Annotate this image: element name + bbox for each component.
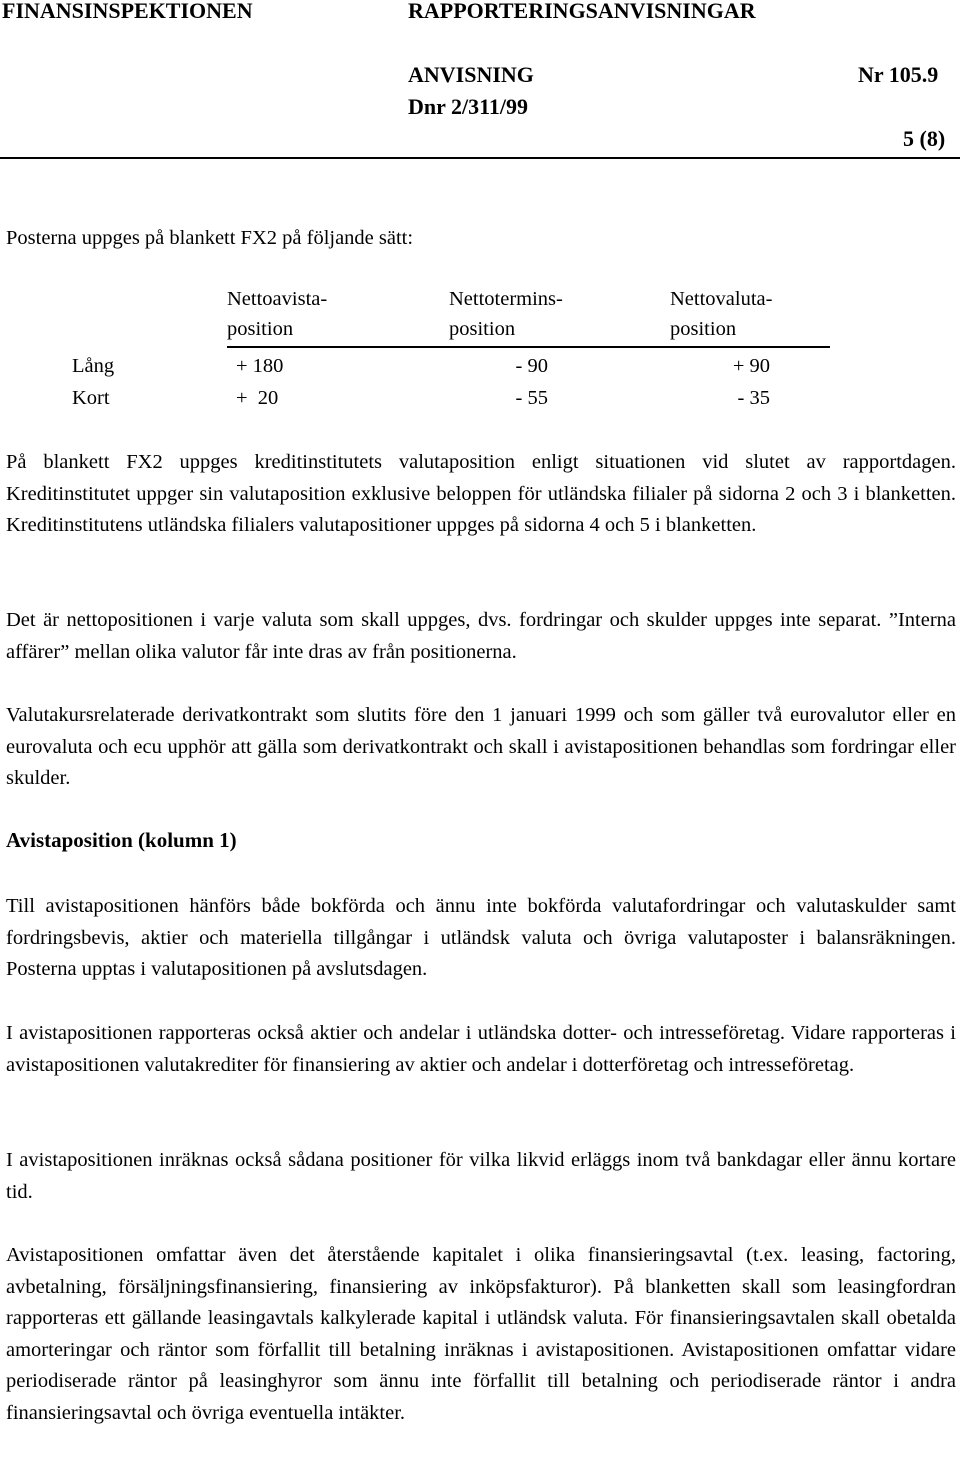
paragraph-avista-1: Till avistapositionen hänförs både bokförda och ännu inte bokförda valutafordringar och valutaskulder samt fordringsbevis, aktier och materiella tillgångar i utländsk valuta och övriga valutaposter i balansräkningen. Posterna upptas i valutapositionen på avslutsdagen.: [6, 895, 956, 981]
col-header-valuta-2: position: [670, 318, 737, 340]
org-name: FINANSINSPEKTIONEN: [2, 0, 253, 23]
paragraph-fx2: På blankett FX2 uppges kreditinstitutets valutaposition enligt situationen vid slutet av rapportdagen. Kreditinstitutet uppger sin valutaposition exklusive beloppen för utländska filialer på sidorna 2 och 3 i blanketten. Kreditinstitutens utländska filialers valutapositioner uppges på sidorna 4 och 5 i blanketten.: [6, 451, 956, 537]
doc-type: RAPPORTERINGSANVISNINGAR: [408, 0, 756, 23]
paragraph-avista-4: Avistapositionen omfattar även det återstående kapitalet i olika finansieringsavtal (t.ex. leasing, factoring, avbetalning, försäljningsfinansiering, finansiering av inköpsfakturor). På blanketten skall som leasingfordran rapporteras ett gällande leasingavtals kalkylerade kapital i utländsk valuta. För finansieringsavtalen skall obetalda amorteringar och räntor som förfallit till betalning inräknas i avistapositionen. Avistapositionen omfattar vidare periodiserade räntor på leasinghyror som ännu inte förfallit till betalning och periodiserade räntor i andra finansieringsavtal och övriga eventuella intäkter.: [6, 1244, 956, 1424]
row-label: Lång: [72, 355, 115, 377]
col-header-termins-2: position: [449, 318, 516, 340]
cell-valuta: - 35: [737, 387, 770, 409]
col-header-avista-1: Nettoavista-: [227, 288, 328, 310]
cell-avista: + 180: [236, 355, 284, 377]
paragraph-netto: Det är nettopositionen i varje valuta som skall uppges, dvs. fordringar och skulder uppges inte separat. ”Interna affärer” mellan olika valutor får inte dras av från positionerna.: [6, 609, 956, 663]
cell-avista: + 20: [236, 387, 279, 409]
intro-text: Posterna uppges på blankett FX2 på följande sätt:: [6, 227, 414, 249]
cell-valuta: + 90: [732, 355, 770, 377]
table-header-rule: [227, 346, 830, 348]
col-header-valuta-1: Nettovaluta-: [670, 288, 773, 310]
section-heading: Avistaposition (kolumn 1): [6, 828, 237, 852]
paragraph-derivat: Valutakursrelaterade derivatkontrakt som slutits före den 1 januari 1999 och som gäller två eurovalutor eller en eurovaluta och ecu upphör att gälla som derivatkontrakt och skall i avistapositionen behandlas som fordringar eller skulder.: [6, 704, 956, 790]
paragraph-avista-2: I avistapositionen rapporteras också aktier och andelar i utländska dotter- och intresseföretag. Vidare rapporteras i avistapositionen valutakrediter för finansiering av aktier och andelar i dotterföretag och intresseföretag.: [6, 1022, 956, 1076]
row-label: Kort: [72, 387, 110, 409]
page-number: 5 (8): [903, 126, 946, 151]
doc-kind: ANVISNING: [408, 62, 534, 87]
cell-termins: - 55: [515, 387, 548, 409]
doc-number: Nr 105.9: [858, 62, 939, 87]
cell-termins: - 90: [515, 355, 548, 377]
registration-number: Dnr 2/311/99: [408, 94, 529, 119]
col-header-avista-2: position: [227, 318, 294, 340]
paragraph-avista-3: I avistapositionen inräknas också sådana positioner för vilka likvid erläggs inom två bankdagar eller ännu kortare tid.: [6, 1149, 956, 1203]
col-header-termins-1: Nettotermins-: [449, 288, 563, 310]
header-rule: [0, 157, 960, 159]
